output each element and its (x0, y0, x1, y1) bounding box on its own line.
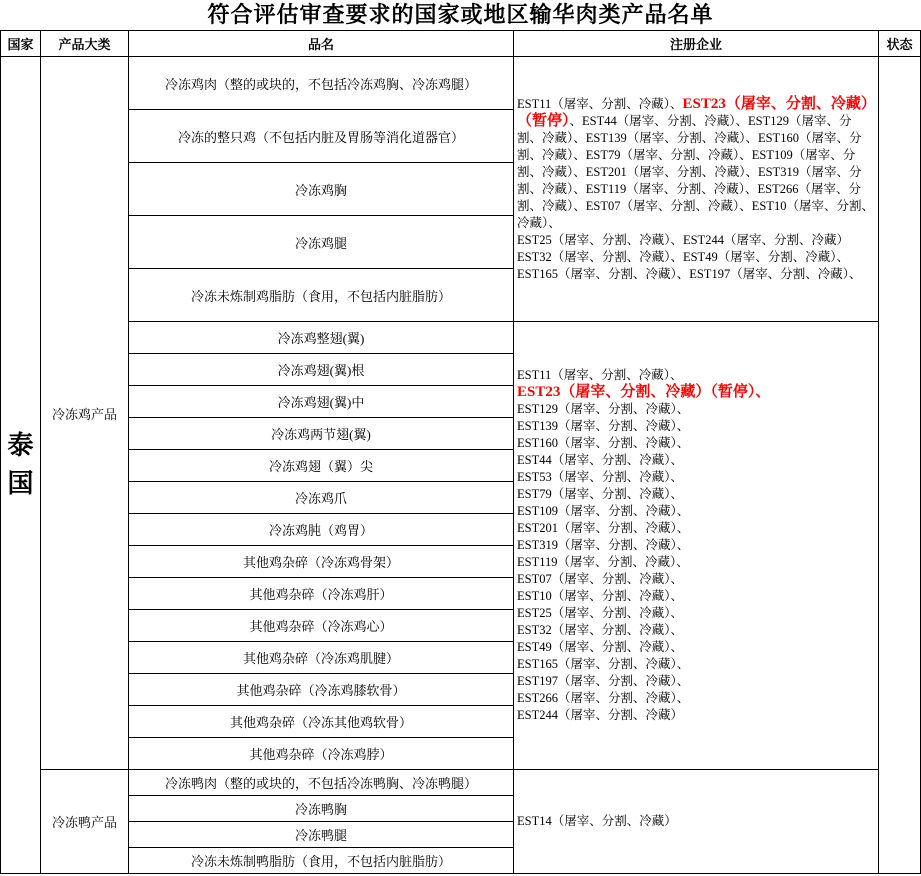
product-name-cell: 其他鸡杂碎（冷冻鸡心） (129, 610, 514, 642)
enterprise-suspended-text: EST23（屠宰、分割、冷藏）（暂停）、 (517, 384, 771, 400)
enterprise-line (517, 605, 875, 622)
product-name-cell: 冷冻鸡翅(翼)根 (129, 354, 514, 386)
column-header-category: 产品大类 (41, 31, 129, 57)
product-name-cell: 冷冻鸭肉（整的或块的，不包括冷冻鸭胸、冷冻鸭腿） (129, 770, 514, 796)
product-name-cell: 其他鸡杂碎（冷冻鸡脖） (129, 738, 514, 770)
enterprise-line (517, 520, 875, 537)
enterprise-text: EST119（屠宰、分割、冷藏）、 (517, 555, 689, 569)
enterprise-line (517, 813, 875, 830)
enterprise-text: EST139（屠宰、分割、冷藏）、 (517, 419, 690, 433)
enterprise-line (517, 690, 875, 707)
enterprise-text: EST07（屠宰、分割、冷藏）、 (517, 572, 683, 586)
product-name-cell: 其他鸡杂碎（冷冻鸡骨架） (129, 546, 514, 578)
enterprise-text: EST25（屠宰、分割、冷藏）、EST244（屠宰、分割、冷藏） (517, 232, 849, 247)
enterprise-line (517, 384, 875, 401)
column-header-status: 状态 (879, 31, 921, 57)
table-row (1, 57, 921, 110)
product-name-cell: 冷冻鸭胸 (129, 796, 514, 822)
product-name-cell: 冷冻鸡肉（整的或块的，不包括冷冻鸡胸、冷冻鸡腿） (129, 57, 514, 110)
enterprise-line (517, 571, 875, 588)
enterprise-text: EST109（屠宰、分割、冷藏）、 (517, 504, 690, 518)
enterprise-text: EST129（屠宰、分割、冷藏）、 (517, 402, 690, 416)
product-name-cell: 其他鸡杂碎（冷冻其他鸡软骨） (129, 706, 514, 738)
enterprise-line (517, 96, 875, 232)
enterprise-text: 、EST44（屠宰、分割、冷藏）、EST129（屠宰、分割、冷藏）、EST139（屠宰、分割、冷藏）、EST160（屠宰、分割、冷藏）、EST79（屠宰、分割、冷藏）、EST109（屠宰、分割、冷藏）、EST201（屠宰、分割、冷藏）、EST319（屠宰、分割、冷藏）、EST119（屠宰、分割、冷藏）、EST266（屠宰、分割、冷藏）、EST07（屠宰、分割、冷藏）、EST10（屠宰、分割、冷藏）、 (517, 113, 874, 230)
product-name-cell: 冷冻鸭腿 (129, 822, 514, 848)
status-cell (879, 57, 921, 874)
registered-enterprises-cell (514, 57, 879, 322)
enterprise-text: EST10（屠宰、分割、冷藏）、 (517, 589, 683, 603)
product-name-cell: 冷冻鸡翅（翼）尖 (129, 450, 514, 482)
enterprise-text: EST32（屠宰、分割、冷藏）、EST49（屠宰、分割、冷藏）、 (517, 249, 849, 264)
column-header-product: 品名 (129, 31, 514, 57)
table-row (1, 770, 921, 796)
product-name-cell: 冷冻的整只鸡（不包括内脏及胃肠等消化道器官） (129, 110, 514, 163)
enterprise-text: EST11（屠宰、分割、冷藏）、 (517, 96, 683, 111)
product-name-cell: 其他鸡杂碎（冷冻鸡肌腱） (129, 642, 514, 674)
product-name-cell: 冷冻鸡胸 (129, 163, 514, 216)
product-name-cell: 冷冻鸡两节翅(翼) (129, 418, 514, 450)
product-name-cell: 冷冻未炼制鸡脂肪（食用，不包括内脏脂肪） (129, 269, 514, 322)
enterprise-line (517, 537, 875, 554)
enterprise-text: EST266（屠宰、分割、冷藏）、 (517, 691, 690, 705)
enterprise-text: EST53（屠宰、分割、冷藏）、 (517, 470, 683, 484)
enterprise-line (517, 503, 875, 520)
product-name-cell: 冷冻鸡肫（鸡胃） (129, 514, 514, 546)
country-cell: 泰国 (1, 57, 41, 874)
enterprise-line (517, 622, 875, 639)
enterprise-line (517, 367, 875, 384)
enterprise-line (517, 266, 875, 283)
product-name-cell: 冷冻鸡整翅(翼) (129, 322, 514, 354)
page-title: 符合评估审查要求的国家或地区输华肉类产品名单 (207, 2, 714, 27)
enterprise-line (517, 452, 875, 469)
registered-enterprises-cell (514, 770, 879, 874)
enterprise-suspended-text: EST23（屠宰、分割、冷藏）（暂停） (517, 95, 869, 129)
product-name-cell: 其他鸡杂碎（冷冻鸡膝软骨） (129, 674, 514, 706)
enterprise-text: EST32（屠宰、分割、冷藏）、 (517, 623, 683, 637)
category-cell: 冷冻鸭产品 (41, 770, 129, 874)
enterprise-line (517, 554, 875, 571)
product-name-cell: 冷冻鸡翅(翼)中 (129, 386, 514, 418)
enterprise-text: EST197（屠宰、分割、冷藏）、 (517, 674, 690, 688)
enterprise-text: EST165（屠宰、分割、冷藏）、 (517, 657, 690, 671)
meat-table-body (1, 57, 921, 874)
meat-products-table (0, 30, 921, 874)
header-row (1, 31, 921, 57)
enterprise-line (517, 469, 875, 486)
product-name-cell: 冷冻鸡腿 (129, 216, 514, 269)
enterprise-line (517, 435, 875, 452)
enterprise-line (517, 232, 875, 249)
enterprise-text: EST244（屠宰、分割、冷藏） (517, 708, 683, 722)
enterprise-text: EST319（屠宰、分割、冷藏）、 (517, 538, 690, 552)
enterprise-line (517, 249, 875, 266)
table-row (1, 322, 921, 354)
product-name-cell: 冷冻鸡爪 (129, 482, 514, 514)
product-name-cell: 冷冻未炼制鸭脂肪（食用，不包括内脏脂肪） (129, 848, 514, 874)
enterprise-line (517, 639, 875, 656)
column-header-enterprise: 注册企业 (514, 31, 879, 57)
enterprise-text: EST25（屠宰、分割、冷藏）、 (517, 606, 683, 620)
enterprise-text: EST49（屠宰、分割、冷藏）、 (517, 640, 683, 654)
enterprise-line (517, 486, 875, 503)
enterprise-text: EST160（屠宰、分割、冷藏）、 (517, 436, 690, 450)
registered-enterprises-cell (514, 322, 879, 770)
enterprise-text: EST201（屠宰、分割、冷藏）、 (517, 521, 690, 535)
enterprise-text: EST79（屠宰、分割、冷藏）、 (517, 487, 683, 501)
enterprise-line (517, 418, 875, 435)
enterprise-text: EST165（屠宰、分割、冷藏）、EST197（屠宰、分割、冷藏）、 (517, 266, 862, 281)
enterprise-text: EST14（屠宰、分割、冷藏） (517, 814, 677, 828)
category-cell: 冷冻鸡产品 (41, 57, 129, 770)
column-header-country: 国家 (1, 31, 41, 57)
enterprise-text: EST11（屠宰、分割、冷藏）、 (517, 368, 683, 382)
enterprise-line (517, 707, 875, 724)
product-name-cell: 其他鸡杂碎（冷冻鸡肝） (129, 578, 514, 610)
enterprise-line (517, 673, 875, 690)
enterprise-line (517, 401, 875, 418)
enterprise-text: EST44（屠宰、分割、冷藏）、 (517, 453, 683, 467)
enterprise-line (517, 656, 875, 673)
enterprise-line (517, 588, 875, 605)
